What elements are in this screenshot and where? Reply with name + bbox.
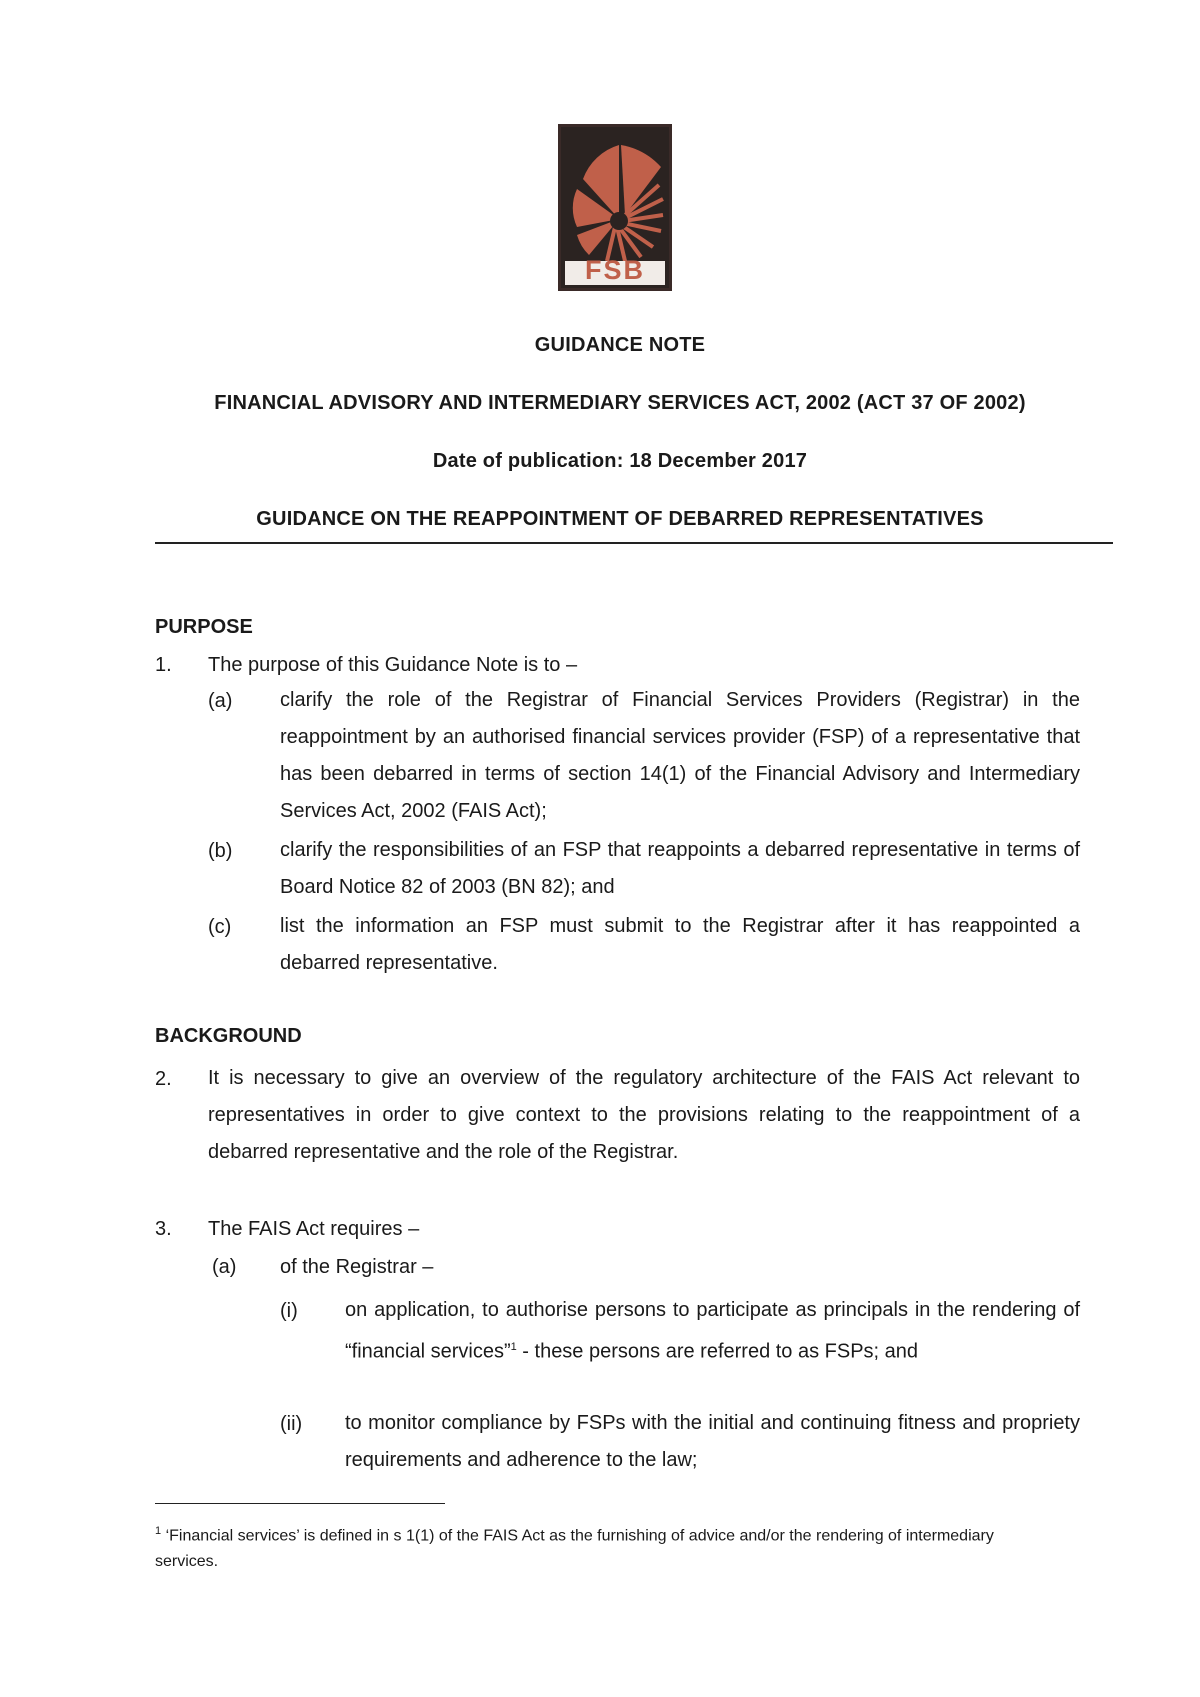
item-label-b: (b): [208, 840, 233, 862]
item-label-a: (a): [208, 690, 233, 712]
paragraph-3a-i: on application, to authorise persons to participate as principals in the rendering of “financial services”$^1$ - these persons are referred to as FSPs; and: [345, 1299, 1080, 1363]
subject-title: GUIDANCE ON THE REAPPOINTMENT OF DEBARRED REPRESENTATIVES: [256, 508, 984, 530]
purpose-item-c: list the information an FSP must submit to the Registrar after it has reappointed a debarred representative.: [280, 915, 1080, 974]
footnote-divider: [155, 1503, 445, 1504]
footnote: [155, 1518, 1025, 1575]
item-label-c: (c): [208, 916, 232, 938]
fsb-logo: [558, 124, 672, 291]
act-title: FINANCIAL ADVISORY AND INTERMEDIARY SERVICES ACT, 2002 (ACT 37 OF 2002): [214, 392, 1026, 414]
purpose-item-a: clarify the role of the Registrar of Financial Services Providers (Registrar) in the reappointment by an authorised financial services provider (FSP) of a representative that has been debarred in terms of section 14(1) of the Financial Advisory and Intermediary Services Act, 2002 (FAIS Act);: [280, 689, 1080, 822]
footnote-marker: 1: [155, 1525, 162, 1537]
publication-date: Date of publication: 18 December 2017: [432, 450, 808, 472]
background-paragraph-2: It is necessary to give an overview of the regulatory architecture of the FAIS Act relevant to representatives in order to give context to the provisions relating to the reappointment of a debarred representative and the role of the Registrar.: [208, 1067, 1080, 1163]
paragraph-number-3: 3.: [155, 1218, 172, 1240]
document-type: GUIDANCE NOTE: [534, 334, 706, 356]
paragraph-3a-text: of the Registrar –: [280, 1256, 434, 1278]
purpose-heading: PURPOSE: [155, 616, 253, 638]
logo-text: FSB: [585, 255, 645, 285]
paragraph-number-2: 2.: [155, 1068, 172, 1090]
background-heading: BACKGROUND: [155, 1025, 302, 1047]
paragraph-3a-ii: to monitor compliance by FSPs with the initial and continuing fitness and propriety requirements and adherence to the law;: [345, 1412, 1080, 1471]
footnote-text: ‘Financial services’ is defined in s 1(1) of the FAIS Act as the furnishing of advice and/or the rendering of intermediary services.: [155, 1527, 994, 1571]
paragraph-number-1: 1.: [155, 654, 172, 676]
header-divider: [155, 542, 1113, 544]
item-label-3a-ii: (ii): [280, 1413, 303, 1435]
purpose-item-b: clarify the responsibilities of an FSP that reappoints a debarred representative in terms of Board Notice 82 of 2003 (BN 82); and: [280, 839, 1080, 898]
paragraph-3-intro: The FAIS Act requires –: [208, 1218, 420, 1240]
item-label-3a: (a): [212, 1256, 237, 1278]
footnote-reference: 1: [510, 1341, 517, 1353]
purpose-intro: The purpose of this Guidance Note is to –: [208, 654, 578, 676]
item-label-3a-i: (i): [280, 1300, 298, 1322]
